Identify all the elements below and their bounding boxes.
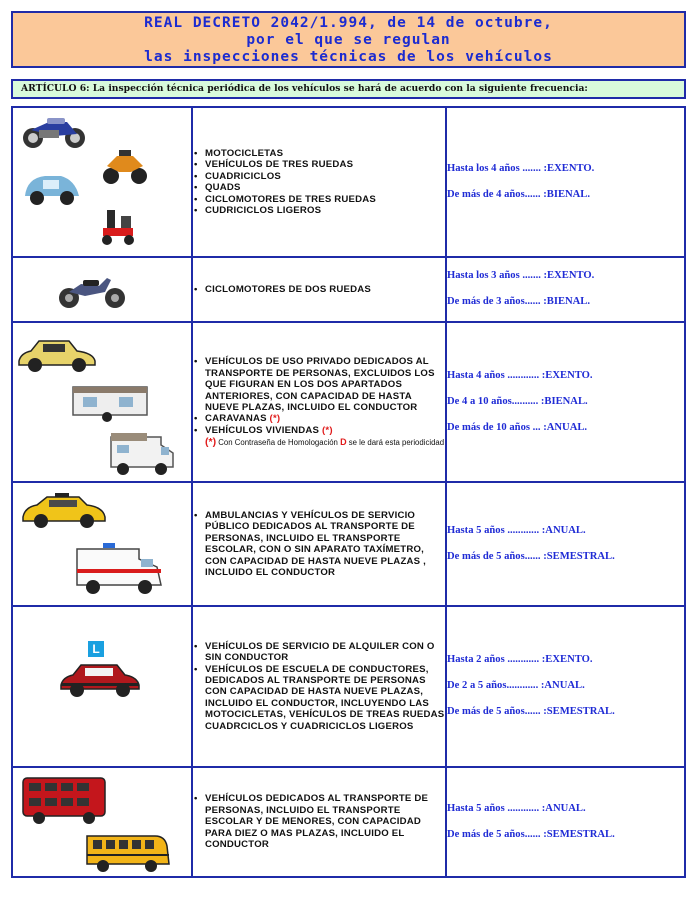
frequency-line: Hasta 2 años ............ :EXENTO.: [447, 654, 593, 666]
caravan-icon: [69, 381, 153, 423]
article-heading: ARTÍCULO 6: La inspección técnica periódica de los vehículos se hará de acuerdo con la siguiente frecuencia:: [11, 79, 686, 99]
vehicle-images-cell: [12, 257, 192, 321]
vehicle-item: • AMBULANCIAS Y VEHÍCULOS DE SERVICIO PÚBLICO DEDICADOS AL TRANSPORTE DE PERSONAS, INCLUIDO EL TRANSPORTE ESCOLAR, CON O SIN APARATO TAXÍMETRO, CON CAPACIDAD DE HASTA NUEVE PLAZAS , INCLUIDO EL CONDUCTOR: [205, 510, 445, 578]
vehicle-item-label: VEHÍCULOS VIVIENDAS: [205, 424, 320, 436]
vehicle-item: • QUADS: [205, 182, 445, 193]
vehicle-types-cell: [192, 107, 446, 257]
driving-school-car-icon: [59, 659, 141, 701]
frequency-line: Hasta 5 años ............ :ANUAL.: [447, 525, 586, 537]
vehicle-item: • VEHÍCULOS DE ESCUELA DE CONDUCTORES, DEDICADOS AL TRANSPORTE DE PERSONAS CON CAPACIDAD DE HASTA NUEVE PLAZAS, INCLUIDO EL CONDUCTOR, INCLUYENDO LAS MOTOCICLETAS, VEHÍCULOS DE TREAS RUEDAS CUADRCICLOS Y CUADRICICLOS LIGEROS: [205, 664, 445, 732]
note-text-a: Con Contraseña de Homologación: [218, 438, 338, 448]
title-line-2: por el que se regulan: [246, 32, 451, 48]
frequency-line: De más de 3 años...... :BIENAL.: [447, 296, 591, 308]
vehicle-item: [205, 413, 445, 424]
note-asterisk: (*): [205, 436, 217, 449]
frequency-line: De más de 5 años...... :SEMESTRAL.: [447, 551, 615, 563]
vehicle-item: • CUADRICICLOS: [205, 171, 445, 182]
note-letter-d: D: [340, 437, 347, 448]
vehicle-images-cell: [12, 322, 192, 482]
vehicle-types-cell: [192, 606, 446, 766]
frequency-cell: [446, 482, 685, 606]
frequency-line: De más de 4 años...... :BIENAL.: [447, 189, 591, 201]
asterisk-mark: (*): [322, 424, 333, 436]
vehicle-images-cell: [12, 107, 192, 257]
vehicle-images-cell: [12, 767, 192, 877]
mobility-scooter-icon: [99, 204, 139, 248]
frequency-line: Hasta 5 años ............ :ANUAL.: [447, 802, 586, 814]
frequency-line: De 4 a 10 años.......... :BIENAL.: [447, 395, 588, 407]
ambulance-icon: [73, 541, 169, 597]
vehicle-images-cell: [12, 606, 192, 766]
frequency-cell: [446, 322, 685, 482]
vehicle-list: [193, 510, 445, 578]
vehicle-item: • VEHÍCULOS DE TRES RUEDAS: [205, 159, 445, 170]
motorcycle-icon: [19, 112, 89, 150]
classic-car-icon: [17, 335, 97, 375]
table-row: [12, 767, 685, 877]
frequency-line: Hasta los 4 años ....... :EXENTO.: [447, 163, 595, 175]
vehicle-list: [193, 793, 445, 850]
vehicle-item: • CUDRICICLOS LIGEROS: [205, 205, 445, 216]
vehicle-types-cell: [192, 767, 446, 877]
frequency-cell: [446, 107, 685, 257]
vehicle-list: [193, 148, 445, 216]
vehicle-list: [193, 284, 445, 295]
table-row: [12, 322, 685, 482]
vehicle-item: • CICLOMOTORES DE DOS RUEDAS: [205, 284, 445, 295]
frequency-line: De más de 10 años ... :ANUAL.: [447, 421, 588, 433]
vehicle-item: • VEHÍCULOS DEDICADOS AL TRANSPORTE DE PERSONAS, INCLUIDO EL TRANSPORTE ESCOLAR Y DE MENORES, CON CAPACIDAD PARA DIEZ O MAS PLAZAS, INCLUIDO EL CONDUCTOR: [205, 793, 445, 850]
quad-icon: [101, 142, 149, 186]
vehicle-types-cell: [192, 322, 446, 482]
table-row: [12, 107, 685, 257]
title-line-1: REAL DECRETO 2042/1.994, de 14 de octubre,: [144, 15, 553, 31]
homologation-note: [193, 438, 445, 447]
taxi-icon: [21, 491, 107, 531]
table-row: [12, 257, 685, 321]
frequency-line: Hasta los 3 años ....... :EXENTO.: [447, 270, 595, 282]
vehicle-item: [205, 425, 445, 436]
table-row: [12, 606, 685, 766]
small-car-icon: [21, 168, 83, 210]
motorhome-icon: [109, 429, 179, 477]
asterisk-mark: (*): [269, 413, 281, 425]
school-bus-icon: [85, 830, 173, 874]
vehicle-item: • CICLOMOTORES DE TRES RUEDAS: [205, 194, 445, 205]
frequency-line: De más de 5 años...... :SEMESTRAL.: [447, 706, 615, 718]
vehicle-list: [193, 356, 445, 436]
vehicle-item: • MOTOCICLETAS: [205, 148, 445, 159]
frequency-cell: [446, 767, 685, 877]
vehicle-item: • VEHÍCULOS DE USO PRIVADO DEDICADOS AL TRANSPORTE DE PERSONAS, EXCLUIDOS LOS QUE FIGURAN EN LOS DOS APARTADOS ANTERIORES, CON CAPACIDAD DE HASTA NUEVE PLAZAS, INCLUIDO EL CONDUCTOR: [205, 356, 445, 413]
moped-icon: [55, 268, 129, 310]
frequency-line: De más de 5 años...... :SEMESTRAL.: [447, 828, 615, 840]
title-line-3: las inspecciones técnicas de los vehículos: [144, 49, 553, 65]
vehicle-item-label: CARAVANAS: [205, 413, 267, 425]
frequency-cell: [446, 257, 685, 321]
title-banner: [11, 11, 686, 68]
vehicle-types-cell: [192, 482, 446, 606]
table-row: [12, 482, 685, 606]
vehicle-item: • VEHÍCULOS DE SERVICIO DE ALQUILER CON O SIN CONDUCTOR: [205, 641, 445, 664]
learner-plate-sign: L: [88, 641, 104, 657]
frequency-line: De 2 a 5 años............ :ANUAL.: [447, 680, 585, 692]
vehicle-images-cell: [12, 482, 192, 606]
inspection-table: [11, 106, 686, 878]
vehicle-types-cell: [192, 257, 446, 321]
double-decker-bus-icon: [19, 774, 109, 824]
frequency-line: Hasta 4 años ............ :EXENTO.: [447, 369, 593, 381]
note-text-b: se le dará esta periodicidad: [348, 438, 445, 448]
frequency-cell: [446, 606, 685, 766]
vehicle-list: [193, 641, 445, 732]
